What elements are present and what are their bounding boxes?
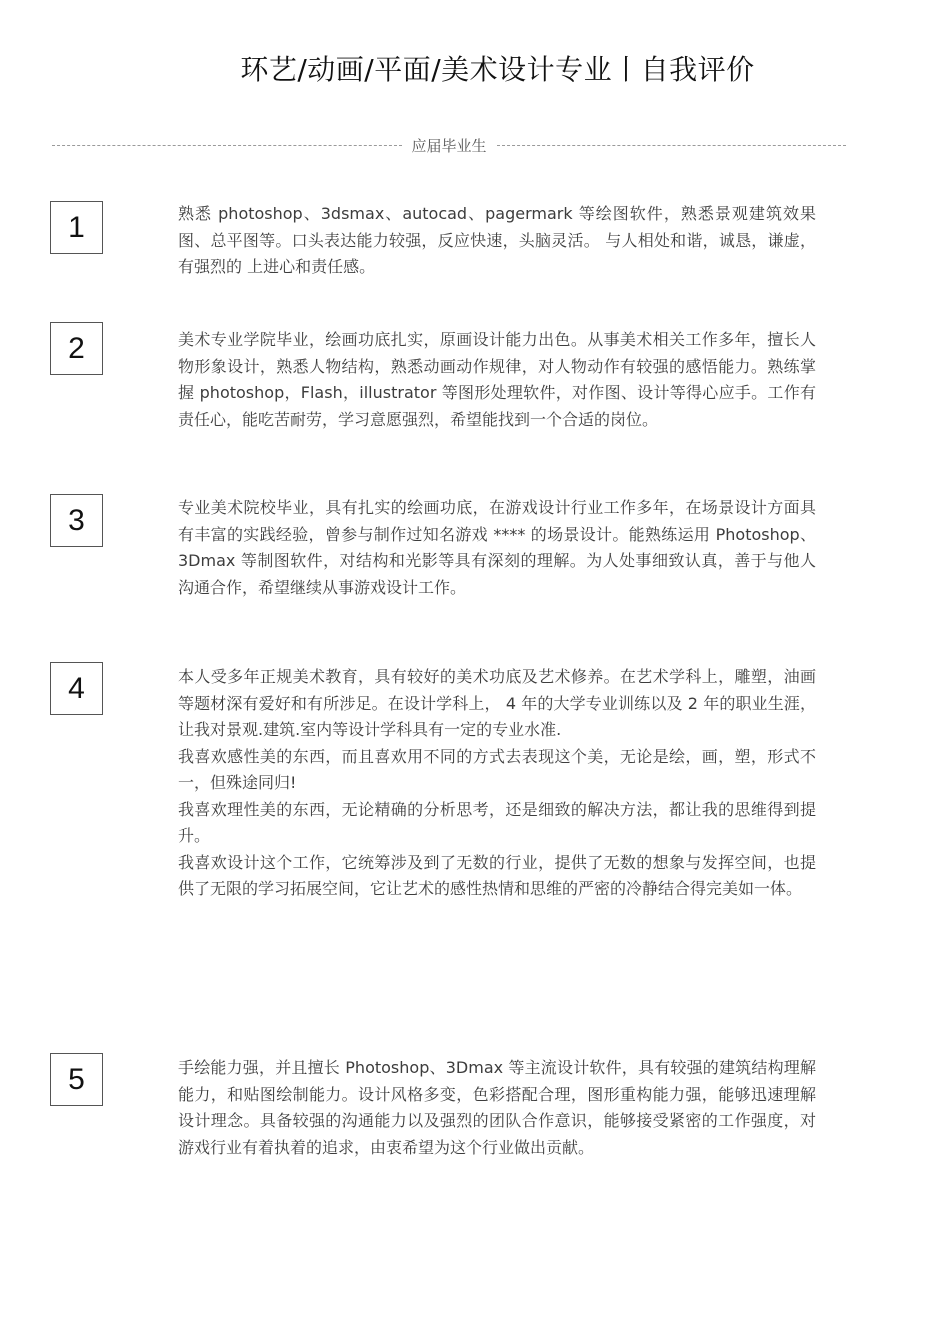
item-number-box: 1 <box>50 201 103 254</box>
item-number-box: 4 <box>50 662 103 715</box>
item-number-box: 5 <box>50 1053 103 1106</box>
item-paragraph: 美术专业学院毕业，绘画功底扎实，原画设计能力出色。从事美术相关工作多年，擅长人物形象设计，熟悉人物结构，熟悉动画动作规律，对人物动作有较强的感悟能力。熟练掌握 photoshop，Flash，illustrator 等图形处理软件，对作图、设计等得心应手。工作有责任心，能吃苦耐劳，学习意愿强烈，希望能找到一个合适的岗位。 <box>178 330 816 429</box>
dashed-line-left <box>52 145 402 146</box>
item-text <box>178 495 816 601</box>
item-text <box>178 201 816 281</box>
item-paragraph: 本人受多年正规美术教育，具有较好的美术功底及艺术修养。在艺术学科上，雕塑，油画等题材深有爱好和有所涉足。在设计学科上， 4 年的大学专业训练以及 2 年的职业生涯，让我对景观.建筑.室内等设计学科具有一定的专业水准. <box>178 667 816 739</box>
item-paragraph: 我喜欢理性美的东西，无论精确的分析思考，还是细致的解决方法，都让我的思维得到提升。 <box>178 799 816 845</box>
item-text <box>178 1055 816 1161</box>
item-paragraph: 熟悉 photoshop、3dsmax、autocad、pagermark 等绘图软件，熟悉景观建筑效果图、总平图等。口头表达能力较强，反应快速，头脑灵活。 与人相处和谐，诚恳，谦虚，有强烈的 上进心和责任感。 <box>178 204 816 276</box>
item-paragraph: 我喜欢感性美的东西，而且喜欢用不同的方式去表现这个美，无论是绘，画，塑，形式不一，但殊途同归! <box>178 746 816 792</box>
item-number-box: 3 <box>50 494 103 547</box>
item-paragraph: 手绘能力强，并且擅长 Photoshop、3Dmax 等主流设计软件，具有较强的建筑结构理解能力，和贴图绘制能力。设计风格多变，色彩搭配合理，图形重构能力强，能够迅速理解设计理念。具备较强的沟通能力以及强烈的团队合作意识，能够接受紧密的工作强度，对游戏行业有着执着的追求，由衷希望为这个行业做出贡献。 <box>178 1058 816 1157</box>
item-number-box: 2 <box>50 322 103 375</box>
item-text <box>178 664 816 903</box>
subtitle: 应届毕业生 <box>411 136 487 155</box>
item-text <box>178 327 816 433</box>
dashed-line-right <box>497 145 847 146</box>
page-title: 环艺/动画/平面/美术设计专业丨自我评价 <box>240 53 755 86</box>
subtitle-divider <box>52 134 846 156</box>
item-paragraph: 我喜欢设计这个工作，它统筹涉及到了无数的行业，提供了无数的想象与发挥空间，也提供了无限的学习拓展空间，它让艺术的感性热情和思维的严密的冷静结合得完美如一体。 <box>178 852 816 898</box>
item-paragraph: 专业美术院校毕业，具有扎实的绘画功底，在游戏设计行业工作多年，在场景设计方面具有丰富的实践经验，曾参与制作过知名游戏 **** 的场景设计。能熟练运用 Photoshop、3Dmax 等制图软件，对结构和光影等具有深刻的理解。为人处事细致认真，善于与他人沟通合作，希望继续从事游戏设计工作。 <box>178 498 816 597</box>
